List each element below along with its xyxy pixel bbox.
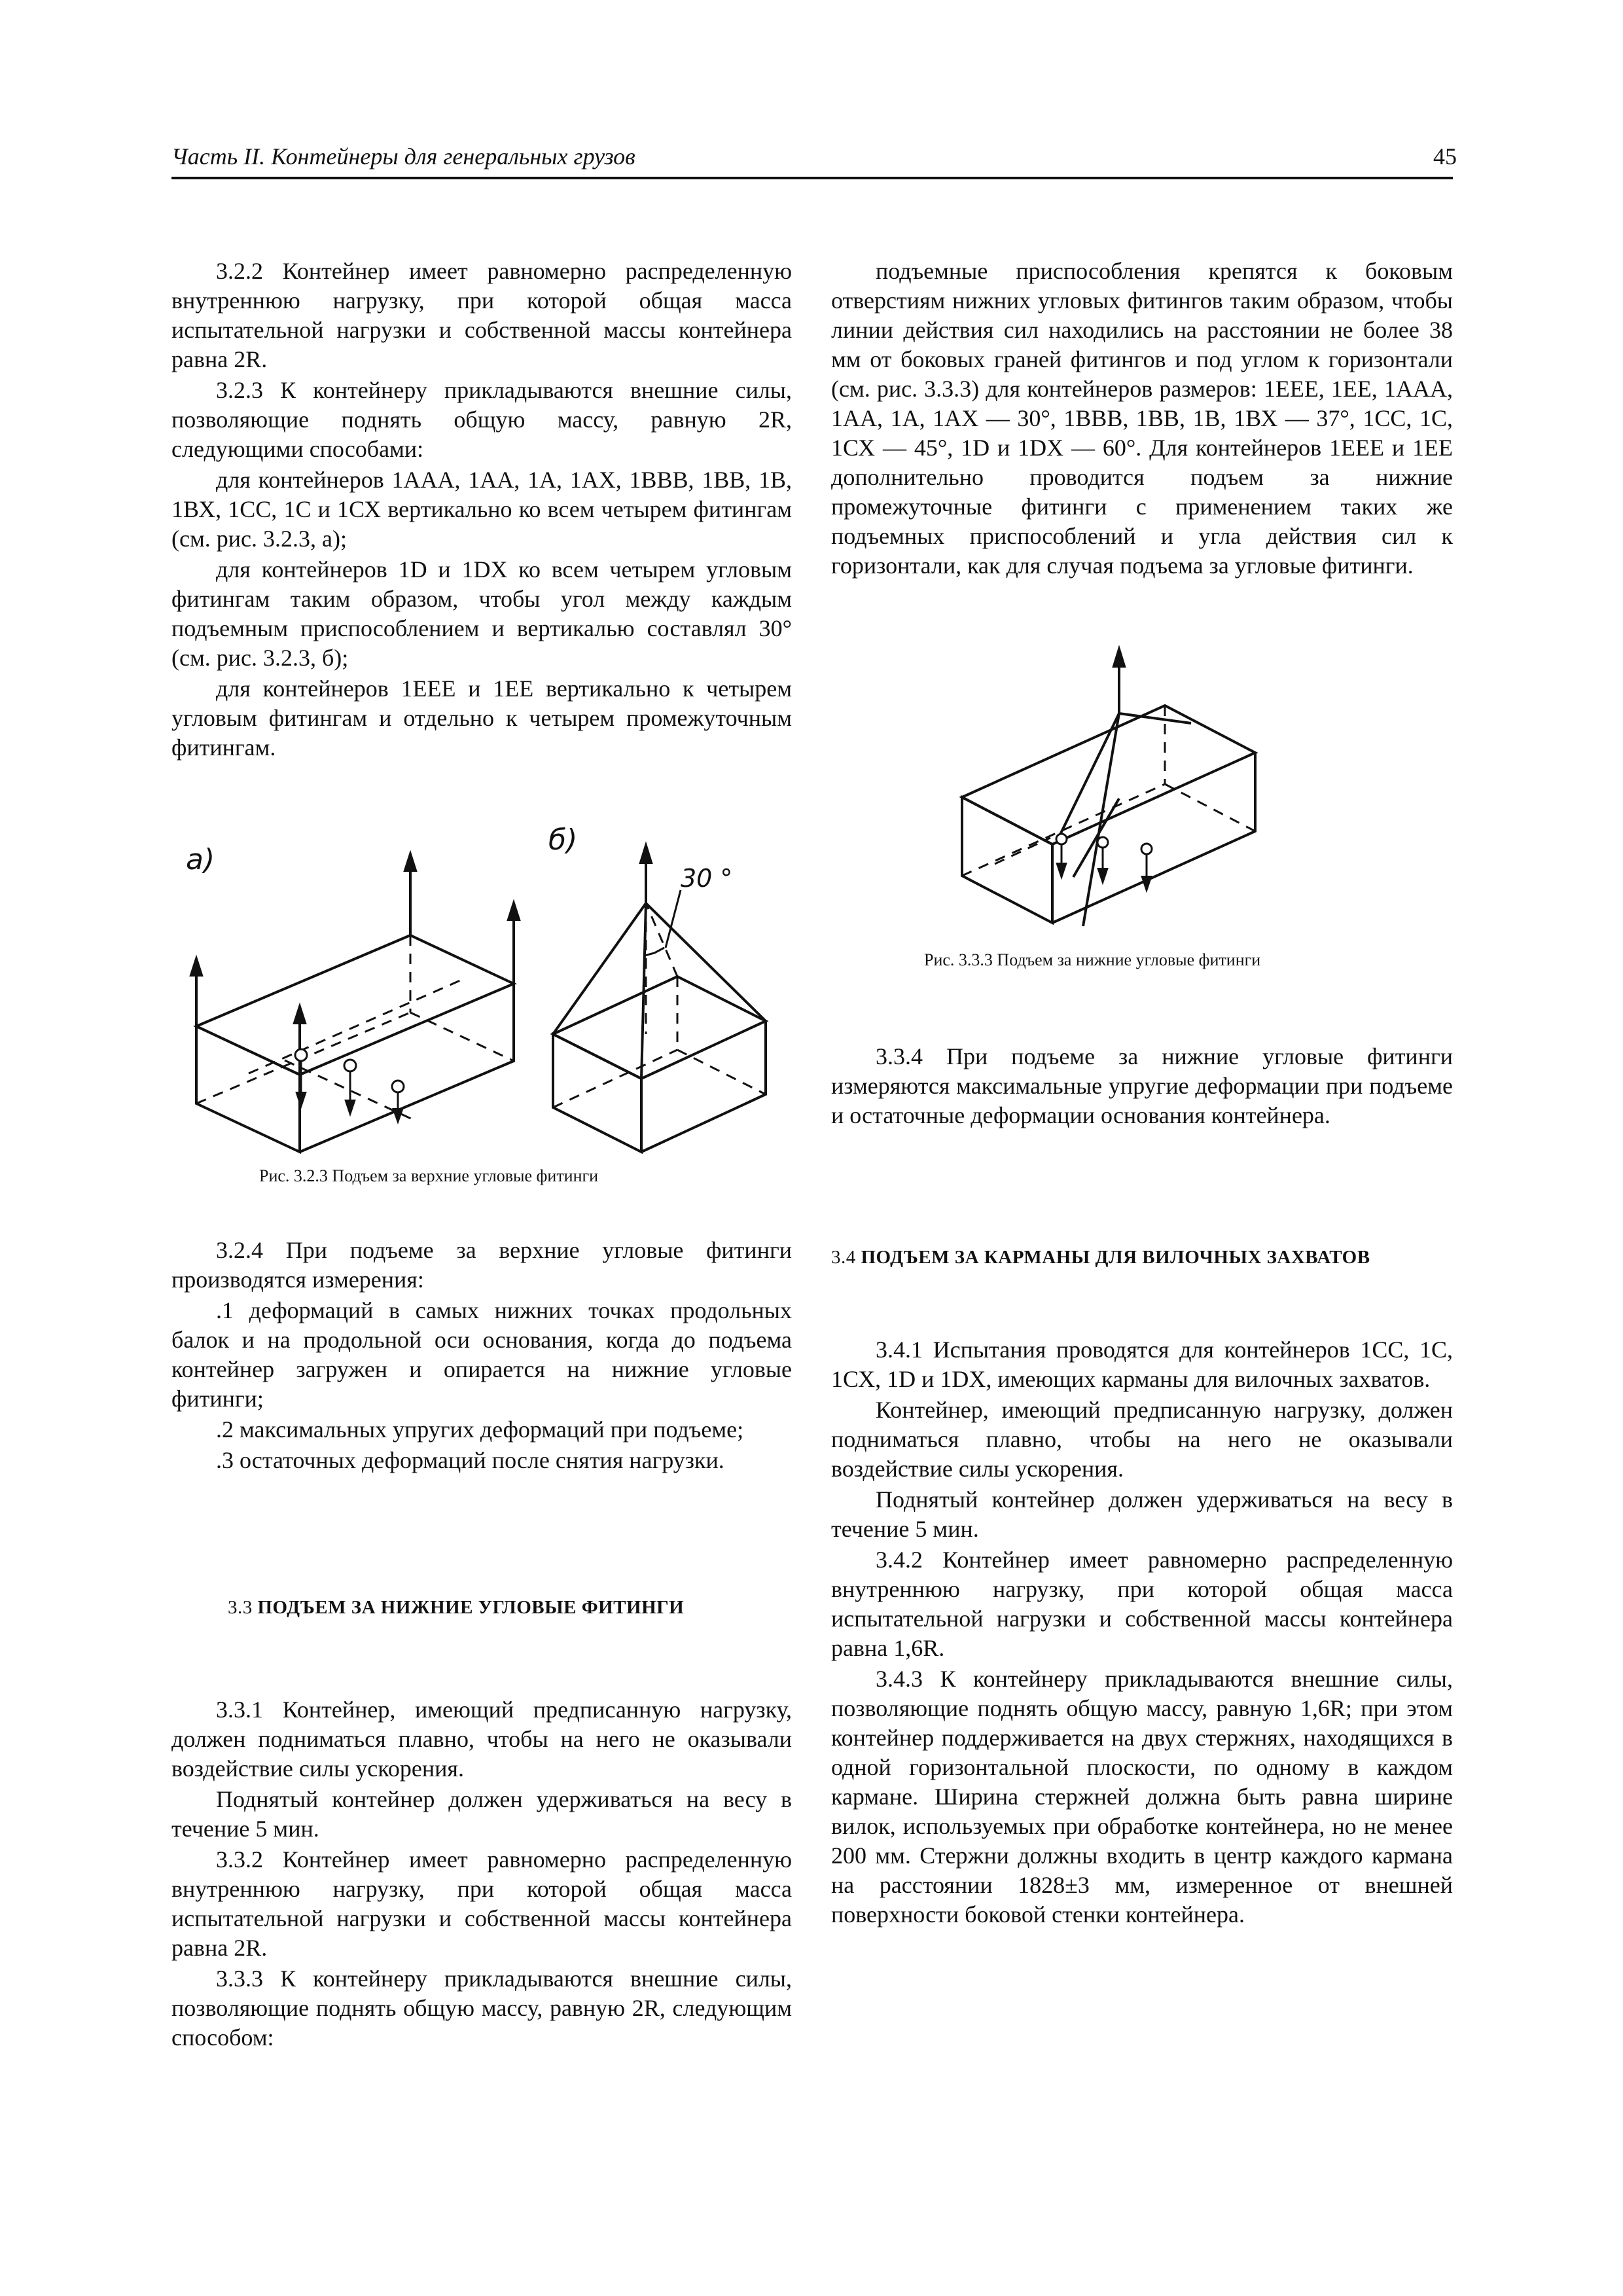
sling-hidden	[646, 903, 677, 977]
paragraph-continuation: подъемные приспособления крепятся к боковым отверстиям нижних угловых фитингов таким образом, чтобы линии действия сил находились на расстоянии не более 38 мм от боковых граней фитингов и под углом к горизонтали (см. рис. 3.3.3) для контейнеров размеров: 1ЕЕЕ, 1ЕЕ, 1ААА, 1АА, 1А, 1АХ — 30°, 1ВВВ, 1ВВ, 1В, 1ВХ — 37°, 1СС, 1С, 1СХ — 45°, 1D и 1DX — 60°. Для контейнеров 1ЕЕЕ и 1ЕЕ дополнительно проводится подъем за нижние промежуточные фитинги с применением таких же подъемных приспособлений и угла действия сил к горизонтали, как для случая подъема за угловые фитинги.	[831, 258, 1453, 579]
box-b-hidden-edge	[553, 1050, 677, 1107]
left-column-top	[171, 257, 792, 764]
section-title: ПОДЪЕМ ЗА НИЖНИЕ УГЛОВЫЕ ФИТИНГИ	[257, 1597, 685, 1618]
box-a-side-face	[300, 984, 514, 1152]
sling	[646, 903, 766, 1021]
measure-point	[295, 1049, 307, 1061]
paragraph-method-1: для контейнеров 1ААА, 1АА, 1А, 1АХ, 1ВВВ, 1ВВ, 1В, 1ВХ, 1СС, 1С и 1СХ вертикально ко всем четырем фитингам (см. рис. 3.2.3, а);	[171, 467, 792, 552]
measure-arrow-head	[1143, 877, 1150, 889]
figure-3-3-3-caption: Рис. 3.3.3 Подъем за нижние угловые фитинги	[924, 950, 1261, 969]
box-b-front-face	[553, 1034, 641, 1152]
paragraph-3-2-4: 3.2.4 При подъеме за верхние угловые фитинги производятся измерения:	[171, 1237, 792, 1293]
paragraph-3-3-3: 3.3.3 К контейнеру прикладываются внешние силы, позволяющие поднять общую массу, равную 2R, следующим способом:	[171, 1965, 792, 2051]
running-header-title: Часть II. Контейнеры для генеральных грузов	[171, 143, 635, 170]
paragraph-3-4-3: 3.4.3 К контейнеру прикладываются внешние силы, позволяющие поднять общую массу, равную 1,6R; при этом контейнер поддерживается на двух стержнях, находящихся в одной горизонтальной плоскости, по одному в каждом кармане. Ширина стержней должна быть равна ширине вилок, используемых при обработке контейнера, но не менее 200 мм. Стержни должны входить в центр каждого кармана на расстоянии 1828±3 мм, измеренное от внешней поверхности боковой стенки контейнера.	[831, 1666, 1453, 1928]
paragraph-method-3: для контейнеров 1ЕЕЕ и 1ЕЕ вертикально к четырем угловым фитингам и отдельно к четырем промежуточным фитингам.	[171, 675, 792, 761]
paragraph-3-2-3: 3.2.3 К контейнеру прикладываются внешние силы, позволяющие поднять общую массу, равную 2R, следующими способами:	[171, 377, 792, 462]
sling	[1060, 713, 1119, 834]
right-column-top	[831, 257, 1453, 582]
measure-point	[1056, 834, 1067, 844]
header-rule	[171, 177, 1453, 179]
box-c-hidden-edge	[1165, 784, 1255, 831]
box-c-axis	[995, 838, 1050, 864]
measure-point	[1141, 844, 1152, 854]
paragraph-3-3-1b: Поднятый контейнер должен удерживаться на весу в течение 5 мин.	[171, 1786, 792, 1842]
box-a-end-face	[196, 1026, 300, 1152]
figure-3-2-3-b	[546, 844, 776, 1152]
angle-arc	[645, 948, 664, 956]
measure-arrow-head	[394, 1109, 402, 1121]
figure-3-2-3-a	[177, 844, 543, 1152]
measure-point	[344, 1060, 356, 1071]
measure-arrow-head	[297, 1093, 305, 1105]
paragraph-3-4-2: 3.4.2 Контейнер имеет равномерно распределенную внутреннюю нагрузку, при которой общая масса испытательной нагрузки и собственной массы контейнера равна 1,6R.	[831, 1547, 1453, 1661]
section-heading-3-3	[228, 1597, 684, 1619]
lift-arrow-head	[1114, 649, 1124, 666]
figure-label-b: б)	[548, 823, 578, 857]
paragraph-3-3-2: 3.3.2 Контейнер имеет равномерно распределенную внутреннюю нагрузку, при которой общая масса испытательной нагрузки и собственной массы контейнера равна 2R.	[171, 1846, 792, 1961]
measure-arrow-head	[346, 1101, 354, 1113]
page-number: 45	[1433, 143, 1457, 170]
paragraph-3-4-1b: Контейнер, имеющий предписанную нагрузку, должен подниматься плавно, чтобы на него не оказывали воздействие силы ускорения.	[831, 1397, 1453, 1482]
box-a-axis	[249, 978, 465, 1073]
paragraph-3-2-2: 3.2.2 Контейнер имеет равномерно распределенную внутреннюю нагрузку, при которой общая масса испытательной нагрузки и собственной массы контейнера равна 2R.	[171, 258, 792, 372]
angle-leader	[666, 890, 681, 948]
lift-arrow-head	[641, 846, 651, 863]
paragraph-3-3-1: 3.3.1 Контейнер, имеющий предписанную нагрузку, должен подниматься плавно, чтобы на него не оказывали воздействие силы ускорения.	[171, 1696, 792, 1782]
measure-arrow-head	[1058, 864, 1065, 876]
box-b-side-face	[641, 1021, 766, 1152]
left-column-bottom	[171, 1695, 792, 2054]
right-column-middle	[831, 1042, 1453, 1132]
box-c-end-face	[962, 797, 1052, 923]
lift-arrow-head	[405, 854, 416, 870]
box-a-top-face	[196, 935, 514, 1075]
lift-arrow-head	[508, 903, 519, 920]
paragraph-3-3-4: 3.3.4 При подъеме за нижние угловые фитинги измеряются максимальные упругие деформации при подъеме и остаточные деформации основания контейнера.	[831, 1043, 1453, 1128]
list-item-1: .1 деформаций в самых нижних точках продольных балок и на продольной оси основания, когда до подъема контейнер загружен и опирается на нижние угловые фитинги;	[171, 1297, 792, 1412]
figure-angle-label: 30 °	[681, 864, 733, 893]
section-number: 3.4	[831, 1247, 856, 1268]
section-title: ПОДЪЕМ ЗА КАРМАНЫ ДЛЯ ВИЛОЧНЫХ ЗАХВАТОВ	[861, 1247, 1370, 1268]
measure-point	[1097, 837, 1108, 848]
box-c-side-face	[1052, 753, 1255, 923]
measure-point	[392, 1081, 404, 1092]
figure-3-3-3	[955, 648, 1270, 923]
list-item-3: .3 остаточных деформаций после снятия нагрузки.	[216, 1447, 724, 1473]
figure-3-2-3-caption: Рис. 3.2.3 Подъем за верхние угловые фитинги	[259, 1166, 599, 1185]
figure-label-a: а)	[186, 843, 215, 876]
left-column-middle	[171, 1236, 792, 1477]
lift-arrow-head	[294, 1007, 305, 1023]
sling	[1073, 798, 1119, 877]
paragraph-3-4-1c: Поднятый контейнер должен удерживаться на весу в течение 5 мин.	[831, 1486, 1453, 1542]
paragraph-3-4-1: 3.4.1 Испытания проводятся для контейнеров 1СС, 1С, 1СХ, 1D и 1DX, имеющих карманы для вилочных захватов.	[831, 1336, 1453, 1392]
right-column-bottom	[831, 1335, 1453, 1931]
lift-arrow-head	[191, 959, 202, 975]
sling	[553, 903, 646, 1034]
box-b-top-face	[553, 977, 766, 1079]
section-number: 3.3	[228, 1597, 253, 1618]
paragraph-method-2: для контейнеров 1D и 1DX ко всем четырем угловым фитингам таким образом, чтобы угол между каждым подъемным приспособлением и вертикалью составлял 30° (см. рис. 3.2.3, б);	[171, 556, 792, 671]
measure-arrow-head	[1099, 869, 1107, 881]
list-item-2: .2 максимальных упругих деформаций при подъеме;	[216, 1416, 744, 1443]
section-heading-3-4	[831, 1247, 1370, 1268]
